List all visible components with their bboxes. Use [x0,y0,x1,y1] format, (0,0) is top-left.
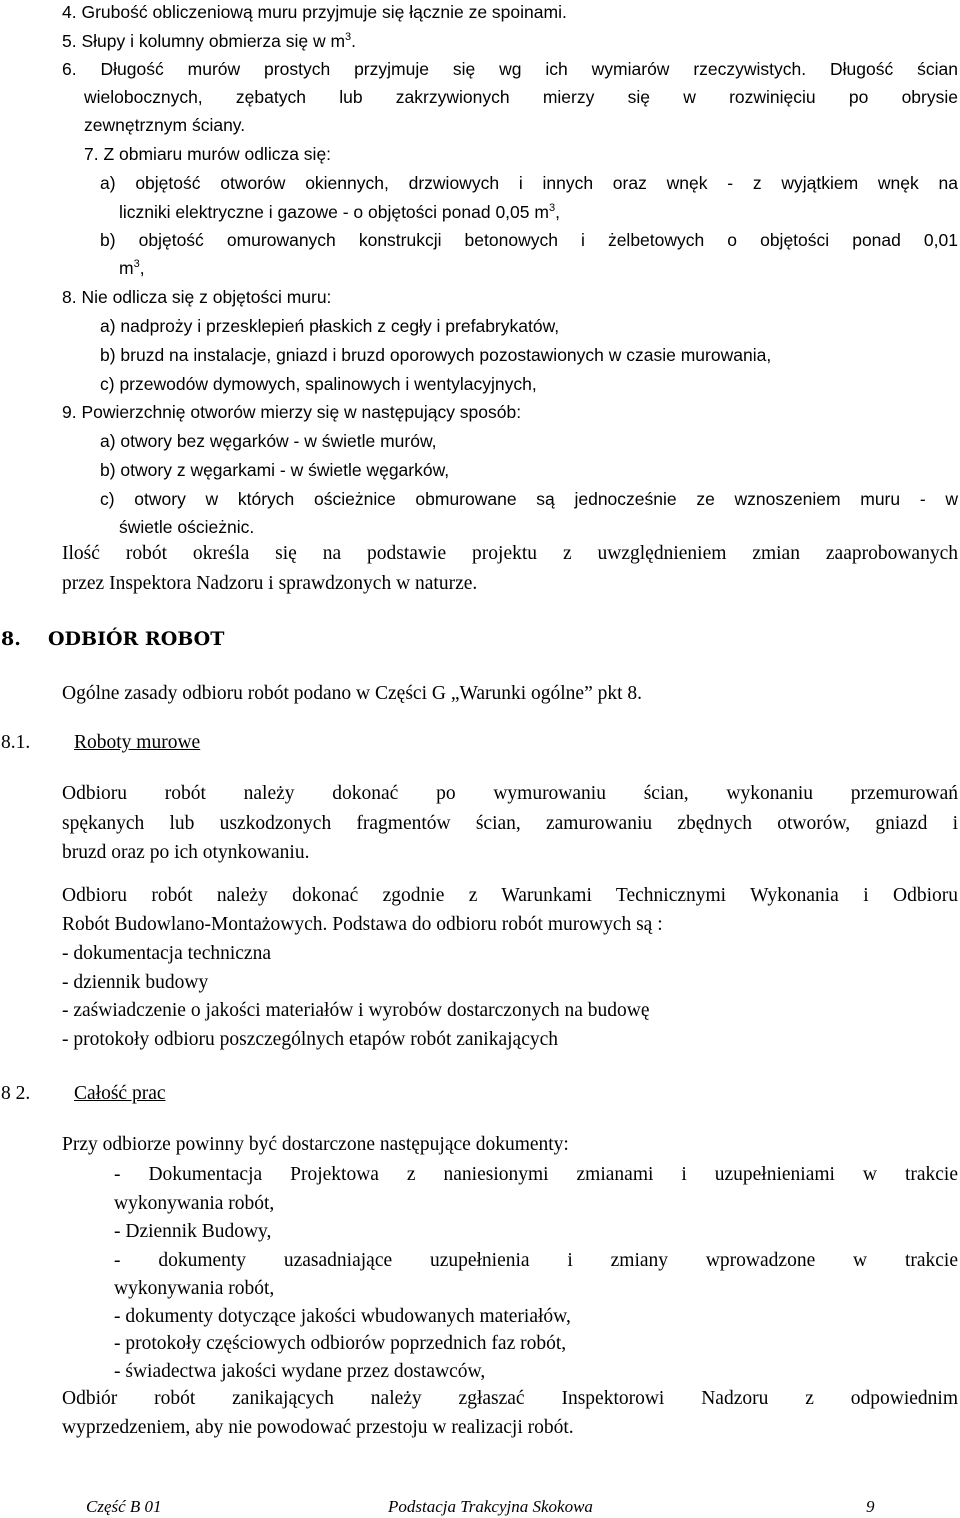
section-8-1-para-1-line-3: bruzd oraz po ich otynkowaniu. [62,842,310,863]
item-8-b: b) bruzd na instalacje, gniazd i bruzd oporowych pozostawionych w czasie murowania, [100,345,772,365]
list-item-6-line-1 [62,61,958,79]
closing-paragraph-line-2: wyprzedzeniem, aby nie powodować przestoju w realizacji robót. [62,1417,574,1438]
footer-document-title: Podstacja Trakcyjna Skokowa [388,1497,593,1516]
footer-part-label: Część B 01 [86,1497,162,1516]
item-9-a: a) otwory bez węgarków - w świetle murów, [100,431,437,451]
section-8-1-list-item: - protokoły odbioru poszczególnych etapów robót zanikających [62,1029,559,1050]
list-text: Długość murów prostych przyjmuje się wg ich wymiarów rzeczywistych. Długość ścian [100,59,958,79]
section-8-1-list-item: - zaświadczenie o jakości materiałów i wyrobów dostarczonych na budowę [62,1000,650,1021]
list-item-6-line-3: zewnętrznym ściany. [84,115,246,135]
item-text: liczniki elektryczne i gazowe - o objętości ponad 0,05 m [119,202,549,222]
section-8-1-para-1-line-1: Odbioru robót należy dokonać po wymurowaniu ścian, wykonaniu przemurowań [62,783,958,804]
section-8-1-number: 8.1. [1,732,31,753]
section-8-title: ODBIÓR ROBOT [48,628,225,650]
item-9-c-line-2: świetle ościeżnic. [119,517,255,537]
closing-paragraph-line-1: Odbiór robót zanikających należy zgłaszać Inspektorowi Nadzoru z odpowiednim [62,1388,958,1409]
superscript: 3 [548,202,556,214]
document-item-continuation: wykonywania robót, [114,1193,275,1214]
section-8-2-title: Całość prac [74,1083,166,1104]
list-text: Słupy i kolumny obmierza się w m [81,31,346,51]
item-text-suffix: , [139,258,145,278]
item-8-a: a) nadproży i przesklepień płaskich z cegły i prefabrykatów, [100,316,560,336]
item-7-title: 7. Z obmiaru murów odlicza się: [84,144,332,164]
section-8-1-list-item: - dokumentacja techniczna [62,943,271,964]
section-8-1-para-1-line-2: spękanych lub uszkodzonych fragmentów ścian, zamurowaniu zbędnych otworów, gniazd i [62,813,958,834]
document-item: - dokumenty uzasadniające uzupełnienia i zmiany wprowadzone w trakcie [114,1250,958,1271]
item-9-c-line-1: c) otwory w których ościeżnice obmurowane są jednocześnie ze wznoszeniem muru - w [100,489,958,509]
quantity-paragraph-line-2: przez Inspektora Nadzoru i sprawdzonych w naturze. [62,573,478,594]
section-8-1-para-2-line-2: Robót Budowlano-Montażowych. Podstawa do odbioru robót murowych są : [62,914,663,935]
document-item-continuation: wykonywania robót, [114,1278,275,1299]
section-8-2-number: 8 2. [1,1083,31,1104]
document-item: - protokoły częściowych odbiorów poprzednich faz robót, [114,1333,567,1354]
item-text-suffix: , [555,202,560,222]
section-8-number: 8. [1,628,21,650]
item-9-title: 9. Powierzchnię otworów mierzy się w następujący sposób: [62,402,522,422]
superscript: 3 [345,31,352,43]
section-8-1-para-2-line-1: Odbioru robót należy dokonać zgodnie z Warunkami Technicznymi Wykonania i Odbioru [62,885,958,906]
document-item: - Dokumentacja Projektowa z naniesionymi zmianami i uzupełnieniami w trakcie [114,1164,958,1185]
item-7-a-line-1: a) objętość otworów okiennych, drzwiowych i innych oraz wnęk - z wyjątkiem wnęk na [100,173,958,193]
list-item-6-line-2: wielobocznych, zębatych lub zakrzywionych mierzy się w rozwinięciu po obrysie [84,87,958,107]
section-8-2-intro: Przy odbiorze powinny być dostarczone następujące dokumenty: [62,1134,569,1155]
item-7-a-line-2 [119,204,560,222]
list-text-suffix: . [351,31,357,51]
list-number: 4. [62,2,77,22]
superscript: 3 [133,258,140,270]
list-number: 5. [62,31,77,51]
item-7-b-line-2 [119,260,145,278]
item-7-b-line-1: b) objętość omurowanych konstrukcji betonowych i żelbetowych o objętości ponad 0,01 [100,230,958,250]
section-8-1-title: Roboty murowe [74,732,201,753]
document-item: - dokumenty dotyczące jakości wbudowanych materiałów, [114,1306,571,1327]
item-9-b: b) otwory z węgarkami - w świetle węgarków, [100,460,450,480]
section-8-intro: Ogólne zasady odbioru robót podano w Części G „Warunki ogólne” pkt 8. [62,683,643,704]
quantity-paragraph-line-1: Ilość robót określa się na podstawie projektu z uwzględnieniem zmian zaaprobowanych [62,543,958,564]
list-number: 6. [62,59,77,79]
list-item-4 [62,4,567,22]
item-text: m [119,258,134,278]
section-8-1-list-item: - dziennik budowy [62,972,209,993]
item-8-title: 8. Nie odlicza się z objętości muru: [62,287,332,307]
document-item: - świadectwa jakości wydane przez dostawców, [114,1361,486,1382]
list-item-5 [62,33,356,51]
list-text: Grubość obliczeniową muru przyjmuje się łącznie ze spoinami. [81,2,567,22]
item-8-c: c) przewodów dymowych, spalinowych i wentylacyjnych, [100,374,537,394]
document-item: - Dziennik Budowy, [114,1221,272,1242]
footer-page-number: 9 [866,1497,875,1516]
